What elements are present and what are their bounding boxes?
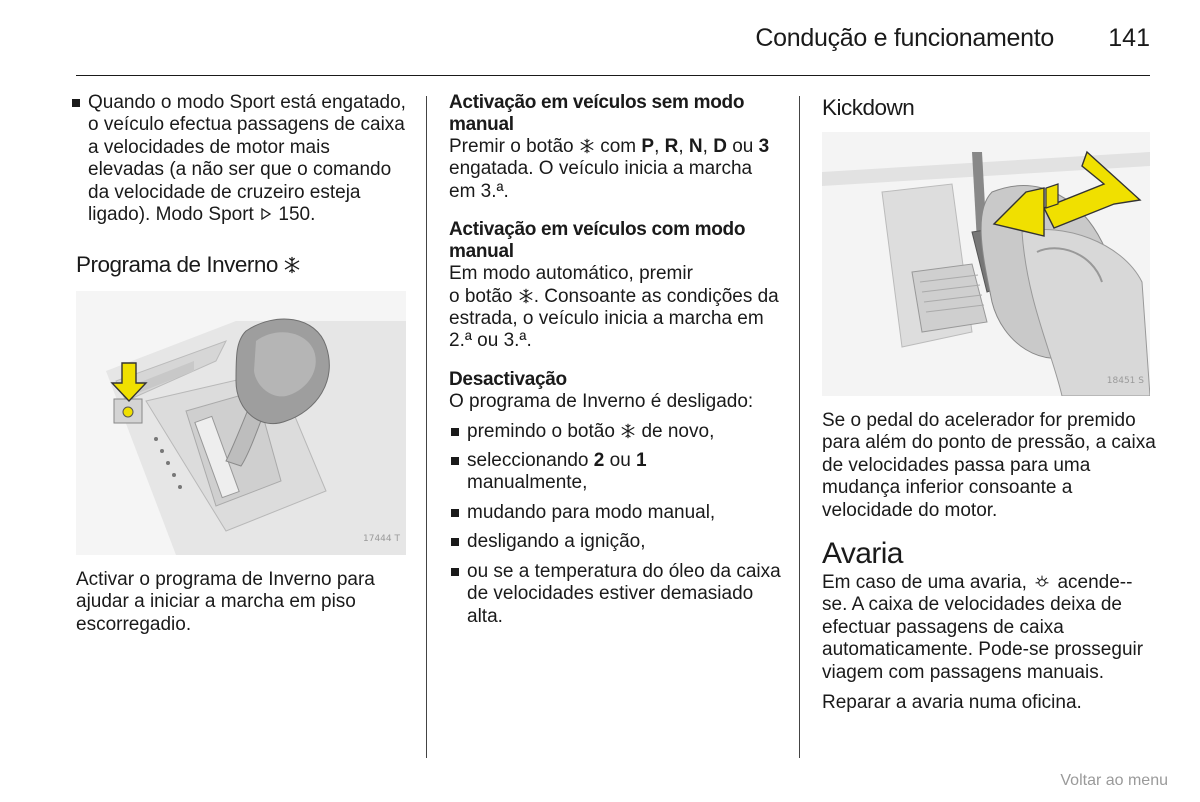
text-span: Em modo automático, premir (449, 263, 693, 285)
text-span: Premir o botão (449, 136, 574, 157)
winter-button-figure (76, 291, 406, 555)
section-heading: Activação em veículos com modo manual (449, 219, 746, 263)
accelerator-pedal-illustration (822, 132, 1150, 396)
repair-text: Reparar a avaria numa oficina. (822, 692, 1082, 714)
gear-letter: R (664, 136, 679, 157)
text-span: . Consoante as condições da estrada, o veículo inicia a marcha em 2.ª ou 3.ª. (449, 285, 779, 352)
section-heading: Activação em veículos sem modo manual (449, 92, 745, 135)
page-reference[interactable]: 150. (278, 204, 316, 226)
list-item (70, 92, 410, 226)
column-divider (426, 96, 427, 758)
page-title: Condução e funcionamento (755, 24, 1054, 52)
column-middle (449, 92, 783, 628)
gear-number: 2 (593, 450, 605, 472)
gear-letter: D (713, 136, 727, 157)
back-to-menu-link[interactable]: Voltar ao menu (1060, 772, 1168, 789)
gearbox-warning-icon (1032, 574, 1052, 590)
page-reference-icon (259, 207, 273, 221)
gear-letter: 3 (758, 136, 770, 157)
separator: , (654, 136, 665, 157)
snowflake-icon (518, 288, 534, 304)
text-span: acende--se. A caixa de velocidades deixa de efectuar passagens de caixa automaticamente. Pode-se prosseguir viagem com passagens manuais. (822, 572, 1144, 683)
winter-text: Activar o programa de Inverno para ajudar a iniciar a marcha em piso escorregadio. (76, 568, 375, 635)
list-item (449, 421, 783, 443)
figure-id: 18451 S (1106, 375, 1144, 386)
text-span: o botão (449, 285, 513, 307)
text-span: manualmente, (467, 472, 588, 494)
text-span: Em caso de uma avaria, (822, 572, 1027, 594)
separator: , (702, 136, 714, 157)
malfunction-text (822, 572, 1156, 684)
list-item (449, 450, 783, 495)
gear-number: 1 (636, 450, 647, 472)
section-heading: Programa de Inverno (76, 252, 278, 278)
figure-id: 17444 T (363, 534, 400, 545)
column-right (822, 92, 1156, 714)
snowflake-icon (283, 256, 301, 274)
page-number: 141 (1108, 24, 1150, 52)
activation-without-manual-text (449, 136, 783, 203)
gear-selector-illustration (76, 291, 406, 555)
list-item: desligando a ignição, (449, 531, 783, 553)
separator: , (678, 136, 689, 157)
text-span: seleccionando (467, 450, 589, 472)
snowflake-icon (579, 138, 595, 154)
gear-letter: N (688, 136, 703, 157)
column-left (76, 92, 410, 636)
list-item: ou se a temperatura do óleo da caixa de velocidades estiver demasiado alta. (449, 561, 783, 628)
section-heading: Kickdown (822, 95, 915, 120)
activation-with-manual-text (449, 263, 783, 353)
section-heading: Desactivação (449, 368, 567, 390)
kickdown-text: Se o pedal do acelerador for premido para além do ponto de pressão, a caixa de velocidades passa para uma mudança inferior consoante a velocidade do motor. (822, 410, 1156, 521)
header-divider (76, 75, 1150, 76)
list-item: mudando para modo manual, (449, 502, 783, 524)
snowflake-icon (620, 423, 636, 439)
section-heading: Avaria (822, 537, 903, 571)
gear-letter: P (641, 136, 655, 157)
column-divider (799, 96, 800, 758)
text-span: com (600, 136, 637, 157)
deactivation-intro: O programa de Inverno é desligado: (449, 391, 754, 413)
text-span: engatada. O veículo inicia a marcha em 3.ª. (449, 158, 753, 202)
text-span: ou (609, 450, 631, 472)
text-span: ou (732, 136, 754, 157)
text-span: premindo o botão (467, 420, 615, 442)
sport-mode-text: Quando o modo Sport está engatado, o veículo efectua passagens de caixa a velocidades de motor mais elevadas (a não ser que o comando da velocidade de cruzeiro esteja ligado). Modo Sport (88, 92, 406, 226)
kickdown-figure (822, 132, 1150, 396)
text-span: de novo, (641, 420, 715, 442)
winter-heading-row (76, 254, 410, 278)
